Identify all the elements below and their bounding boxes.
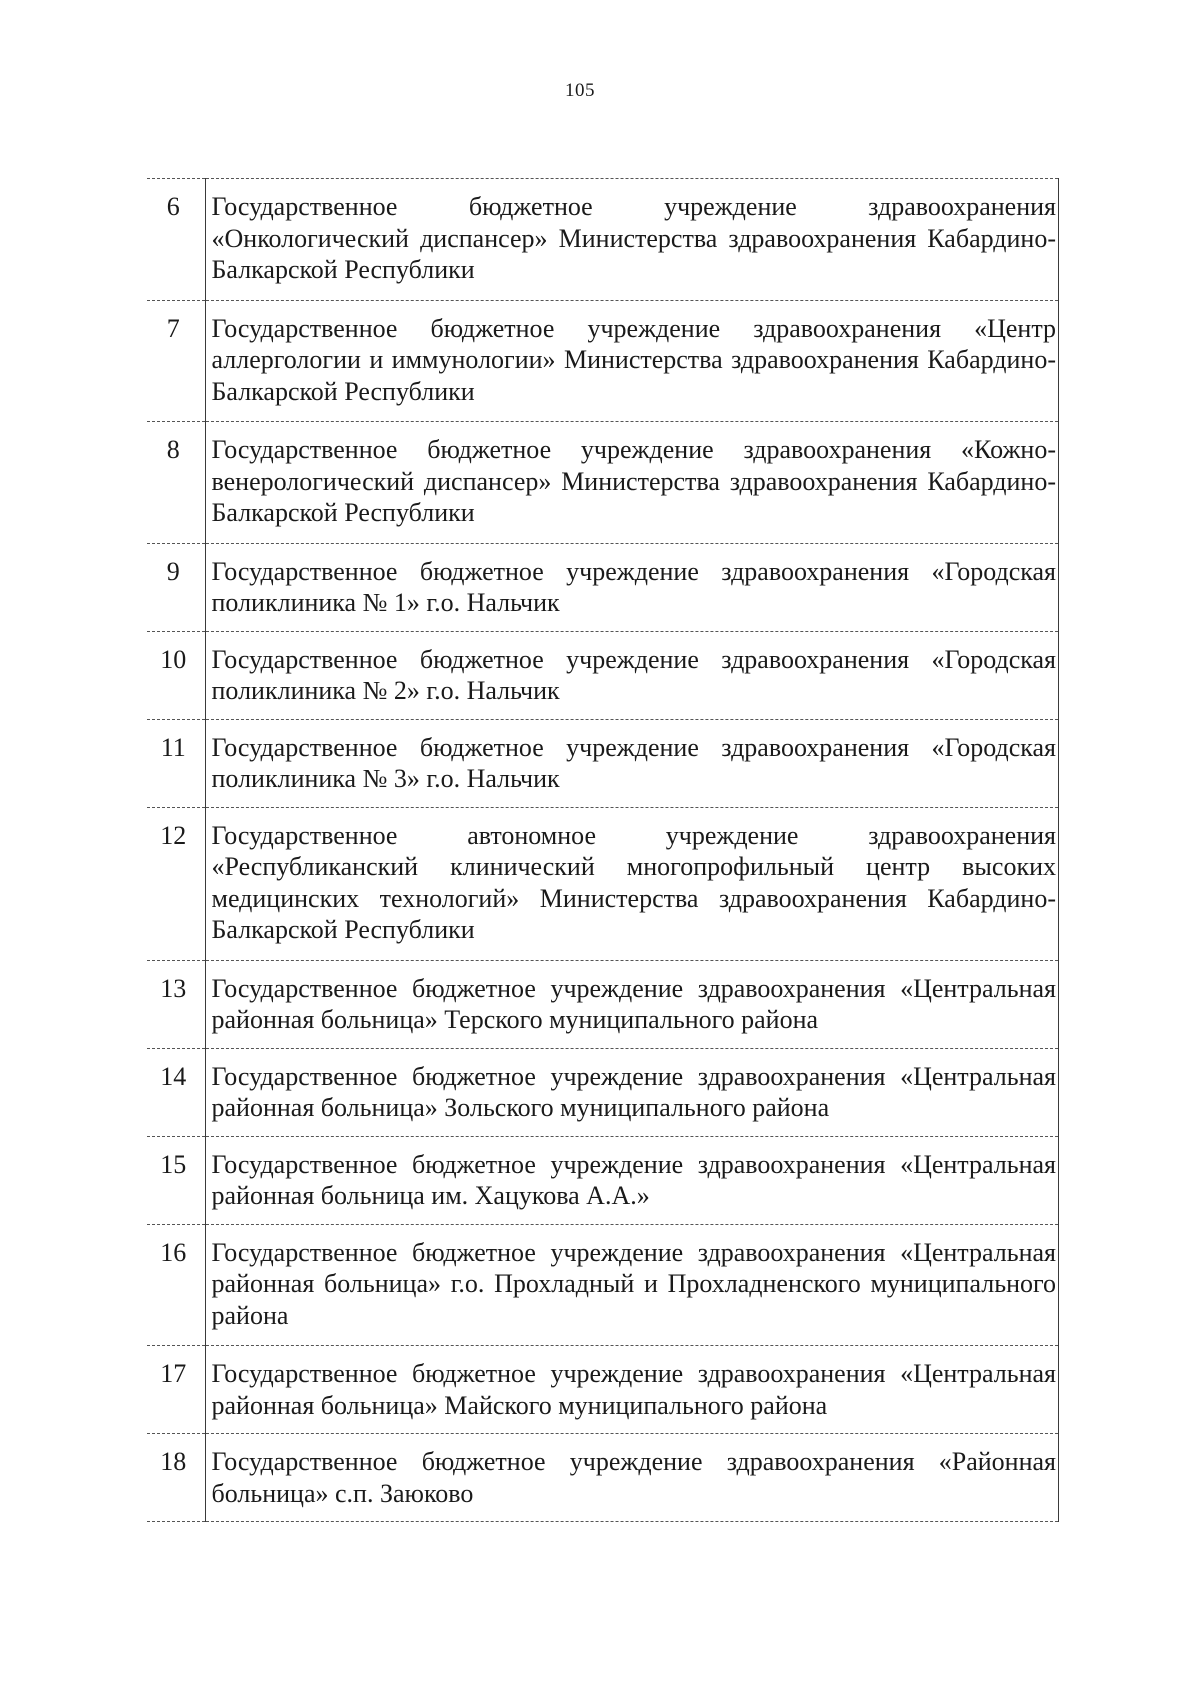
institution-name: Государственное бюджетное учреждение здравоохранения «Онкологический диспансер» Министерства здравоохранения Кабардино-Балкарской Республики bbox=[205, 179, 1059, 301]
row-number: 18 bbox=[147, 1434, 205, 1522]
institution-name: Государственное бюджетное учреждение здравоохранения «Центральная районная больница» Майского муниципального района bbox=[205, 1346, 1059, 1434]
table-row bbox=[147, 1346, 1059, 1434]
row-number: 15 bbox=[147, 1136, 205, 1224]
table-row bbox=[147, 543, 1059, 631]
institution-name: Государственное бюджетное учреждение здравоохранения «Городская поликлиника № 1» г.о. Нальчик bbox=[205, 543, 1059, 631]
row-number: 12 bbox=[147, 807, 205, 960]
row-number: 9 bbox=[147, 543, 205, 631]
table-row bbox=[147, 960, 1059, 1048]
institution-name: Государственное бюджетное учреждение здравоохранения «Центральная районная больница» г.о. Прохладный и Прохладненского муниципального района bbox=[205, 1224, 1059, 1346]
row-number: 17 bbox=[147, 1346, 205, 1434]
row-number: 10 bbox=[147, 631, 205, 719]
row-number: 8 bbox=[147, 422, 205, 544]
institution-name: Государственное бюджетное учреждение здравоохранения «Районная больница» с.п. Заюково bbox=[205, 1434, 1059, 1522]
table-row bbox=[147, 1434, 1059, 1522]
institution-name: Государственное бюджетное учреждение здравоохранения «Городская поликлиника № 3» г.о. Нальчик bbox=[205, 719, 1059, 807]
table-row bbox=[147, 1224, 1059, 1346]
page-number: 105 bbox=[565, 80, 595, 101]
table-row bbox=[147, 807, 1059, 960]
institution-name: Государственное автономное учреждение здравоохранения «Республиканский клинический многопрофильный центр высоких медицинских технологий» Министерства здравоохранения Кабардино-Балкарской Республики bbox=[205, 807, 1059, 960]
institution-name: Государственное бюджетное учреждение здравоохранения «Кожно-венерологический диспансер» Министерства здравоохранения Кабардино-Балкарской Республики bbox=[205, 422, 1059, 544]
table-row bbox=[147, 179, 1059, 301]
institution-name: Государственное бюджетное учреждение здравоохранения «Городская поликлиника № 2» г.о. Нальчик bbox=[205, 631, 1059, 719]
row-number: 14 bbox=[147, 1048, 205, 1136]
table-row bbox=[147, 300, 1059, 422]
institution-name: Государственное бюджетное учреждение здравоохранения «Центральная районная больница» Терского муниципального района bbox=[205, 960, 1059, 1048]
row-number: 16 bbox=[147, 1224, 205, 1346]
row-number: 13 bbox=[147, 960, 205, 1048]
table-row bbox=[147, 1136, 1059, 1224]
table-row bbox=[147, 631, 1059, 719]
institution-name: Государственное бюджетное учреждение здравоохранения «Центральная районная больница им. Хацукова А.А.» bbox=[205, 1136, 1059, 1224]
institution-name: Государственное бюджетное учреждение здравоохранения «Центральная районная больница» Зольского муниципального района bbox=[205, 1048, 1059, 1136]
institution-name: Государственное бюджетное учреждение здравоохранения «Центр аллергологии и иммунологии» Министерства здравоохранения Кабардино-Балкарской Республики bbox=[205, 300, 1059, 422]
row-number: 6 bbox=[147, 179, 205, 301]
institutions-table bbox=[147, 178, 1059, 1522]
table-row bbox=[147, 422, 1059, 544]
row-number: 7 bbox=[147, 300, 205, 422]
table-row bbox=[147, 719, 1059, 807]
table-row bbox=[147, 1048, 1059, 1136]
row-number: 11 bbox=[147, 719, 205, 807]
